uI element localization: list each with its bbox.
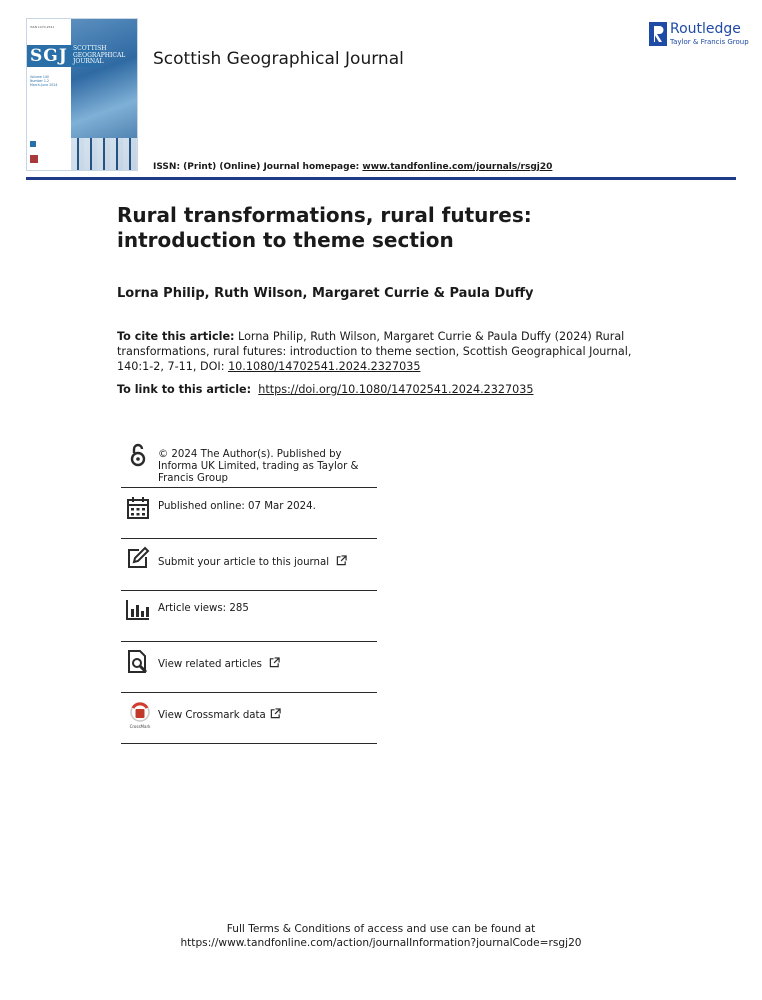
published-row (121, 487, 377, 539)
cover-abbr: SGJ (27, 45, 100, 67)
article-title: Rural transformations, rural futures: introduction to theme section (117, 203, 532, 252)
external-link-icon (269, 657, 280, 668)
submit-article-row[interactable] (121, 538, 377, 591)
doi-link[interactable]: 10.1080/14702541.2024.2327035 (228, 360, 421, 373)
crossmark-row[interactable] (121, 692, 377, 744)
cover-publisher-logo (30, 141, 36, 147)
publisher-group: Taylor & Francis Group (670, 38, 749, 46)
cover-left-panel (27, 19, 71, 170)
cite-label: To cite this article: (117, 330, 235, 343)
open-access-lock-icon (126, 443, 150, 467)
external-link-icon (336, 555, 347, 566)
related-articles-row[interactable] (121, 641, 377, 693)
published-date: Published online: 07 Mar 2024. (158, 501, 316, 512)
external-link-icon (270, 708, 281, 719)
cover-issn: ISSN 1470-2541 (30, 25, 55, 29)
cover-title-line: SCOTTISH (73, 45, 107, 52)
cite-text: Lorna Philip, Ruth Wilson, Margaret Currie & Paula Duffy (2024) Rural transformations, rural futures: introduction to theme section, Scottish Geographical Journal, 140:1-2, 7-11, DOI: (117, 330, 632, 373)
submit-article-link[interactable] (158, 555, 380, 569)
cover-volume-line: Volume 140 (30, 75, 49, 79)
terms-url[interactable]: https://www.tandfonline.com/action/journalInformation?journalCode=rsgj20 (180, 937, 582, 949)
journal-homepage-link[interactable]: www.tandfonline.com/journals/rsgj20 (362, 162, 553, 172)
cover-volume-line: March–June 2024 (30, 83, 58, 87)
cover-volume-line: Number 1-2 (30, 79, 50, 83)
cover-society-logo (30, 155, 38, 163)
issn-homepage-line (153, 162, 552, 172)
citation-block (117, 329, 657, 374)
article-views-row (121, 590, 377, 642)
crossmark-caption: CrossMark (129, 724, 151, 729)
header-divider (26, 177, 736, 180)
terms-footer (0, 922, 762, 950)
document-search-icon (126, 650, 150, 674)
related-articles-label: View related articles (158, 659, 262, 670)
cover-town-illustration (71, 138, 137, 170)
cover-title-line: GEOGRAPHICAL (73, 51, 126, 59)
article-link-line (117, 383, 533, 396)
cover-title (73, 46, 133, 66)
crossmark-label: View Crossmark data (158, 710, 266, 721)
journal-cover-thumbnail (26, 18, 138, 171)
cover-title-line: JOURNAL (73, 58, 104, 65)
issn-label: ISSN: (Print) (Online) Journal homepage: (153, 162, 363, 172)
article-url-link[interactable]: https://doi.org/10.1080/14702541.2024.2327035 (258, 383, 534, 396)
routledge-logo-icon[interactable] (649, 22, 667, 46)
journal-title: Scottish Geographical Journal (153, 49, 404, 69)
link-label: To link to this article: (117, 383, 252, 396)
article-authors: Lorna Philip, Ruth Wilson, Margaret Currie & Paula Duffy (117, 286, 534, 301)
terms-text: Full Terms & Conditions of access and use can be found at (226, 923, 536, 935)
cover-volume (30, 75, 57, 87)
open-access-row (121, 440, 377, 488)
edit-icon (126, 546, 150, 570)
crossmark-link[interactable] (158, 708, 380, 722)
bar-chart-icon (126, 597, 150, 621)
submit-article-label: Submit your article to this journal (158, 557, 330, 568)
crossmark-icon (127, 702, 153, 730)
related-articles-link[interactable] (158, 657, 380, 671)
calendar-icon (126, 496, 150, 520)
article-views-count: Article views: 285 (158, 603, 249, 614)
publisher-name: Routledge (670, 21, 741, 37)
copyright-text: © 2024 The Author(s). Published by Informa UK Limited, trading as Taylor & Francis Group (158, 449, 359, 484)
